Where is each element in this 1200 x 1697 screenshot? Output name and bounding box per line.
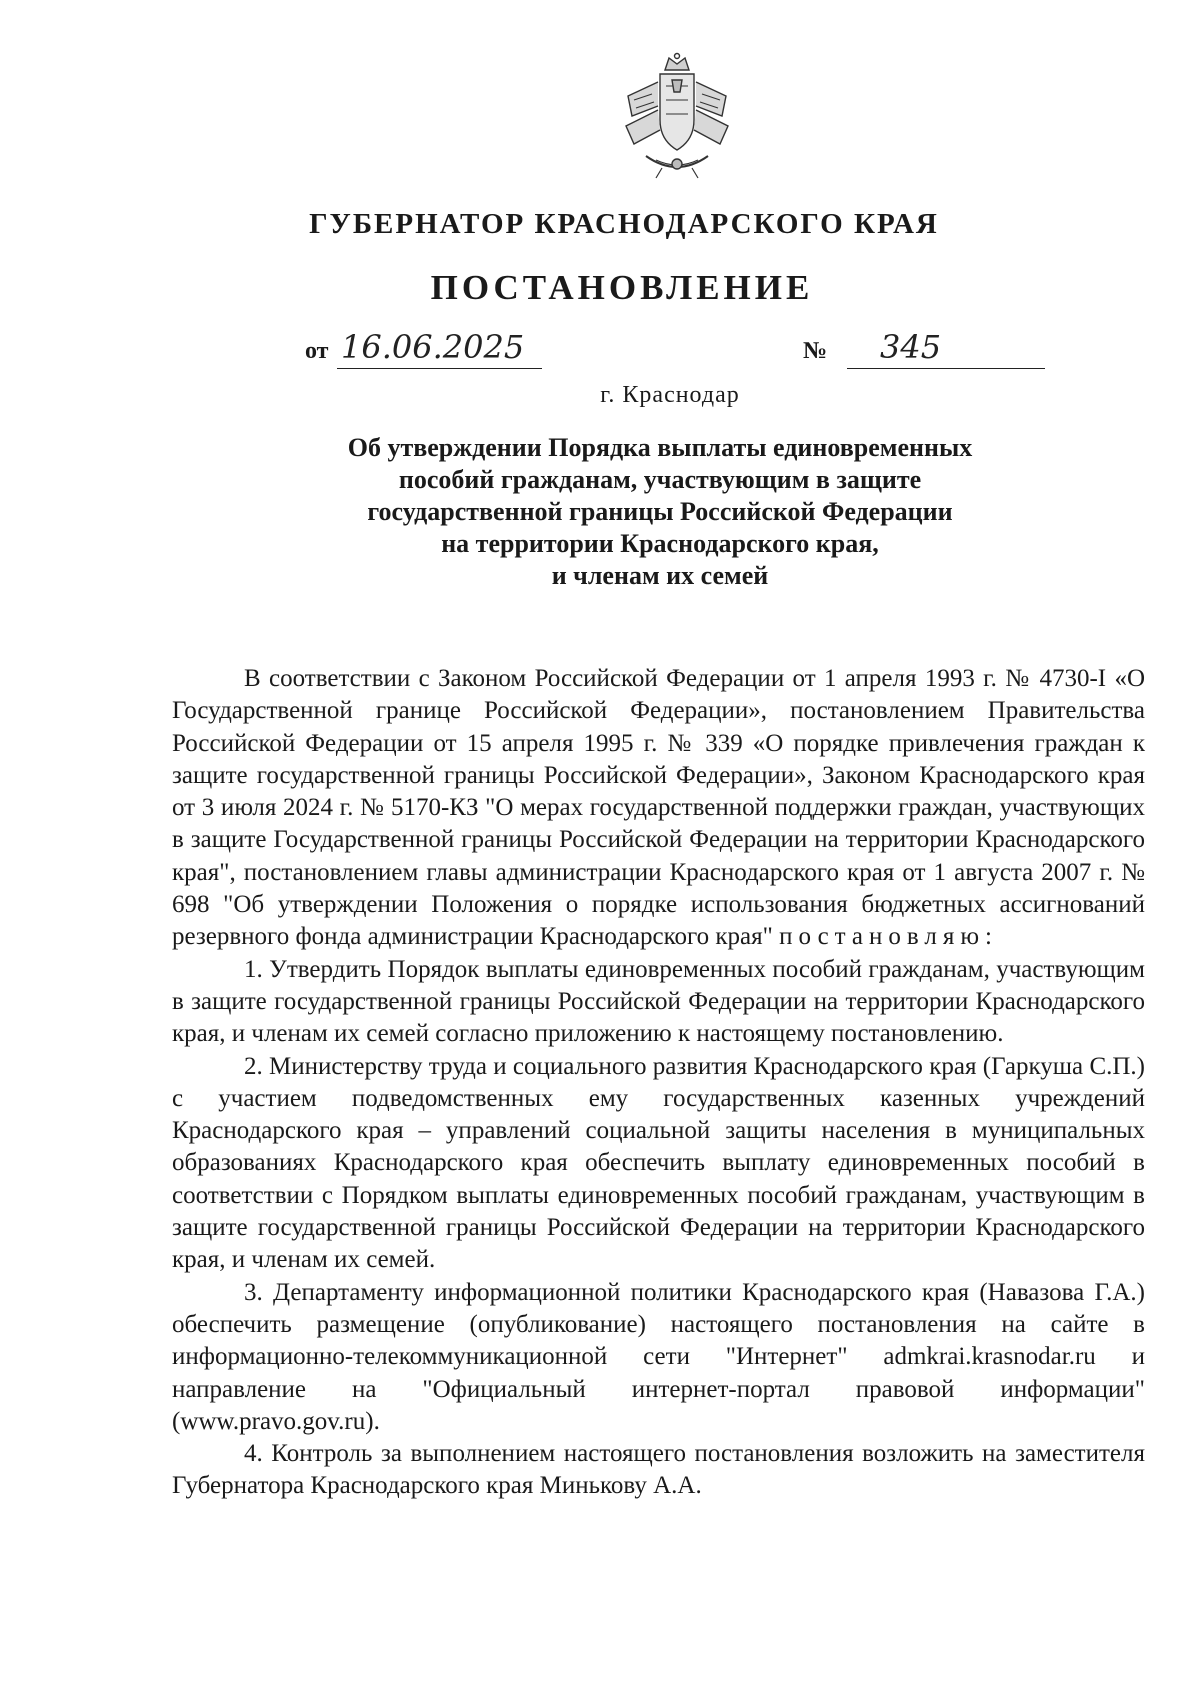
date-number-row: [305, 328, 1065, 378]
subject-line: Об утверждении Порядка выплаты единовременных: [347, 433, 973, 462]
date-underline: [337, 368, 542, 369]
number-prefix: №: [803, 338, 828, 364]
coat-of-arms-emblem: [622, 52, 732, 182]
document-type-title: ПОСТАНОВЛЕНИЕ: [430, 268, 814, 307]
number-underline: [847, 368, 1045, 369]
preamble-text: В соответствии с Законом Российской Федерации от 1 апреля 1993 г. № 4730-I «О Государственной границе Российской Федерации», постановлением Правительства Российской Федерации от 15 апреля 1995 г. № 339 «О порядке привлечения граждан к защите государственной границы Российской Федерации», Законом Краснодарского края от 3 июля 2024 г. № 5170-КЗ "О мерах государственной поддержки граждан, участвующих в защите Государственной границы Российской Федерации на территории Краснодарского края", постановлением главы администрации Краснодарского края от 1 августа 2007 г. № 698 "Об утверждении Положения о порядке использования бюджетных ассигнований резервного фонда администрации Краснодарского края": [172, 665, 1145, 951]
issuing-authority: ГУБЕРНАТОР КРАСНОДАРСКОГО КРАЯ: [309, 208, 939, 240]
date-prefix: от: [305, 338, 329, 364]
subject-line: пособий гражданам, участвующим в защите: [398, 465, 922, 494]
subject-line: и членам их семей: [551, 561, 769, 590]
document-date: 16.06.2025: [341, 328, 525, 366]
preamble-paragraph: [172, 663, 1145, 954]
document-body: [172, 663, 1145, 1503]
subject-line: на территории Краснодарского края,: [441, 529, 879, 558]
resolve-word: постановляю:: [779, 923, 998, 951]
body-item: 2. Министерству труда и социального развития Краснодарского края (Гаркуша С.П.) с участием подведомственных ему государственных казенных учреждений Краснодарского края – управлений социальной защиты населения в муниципальных образованиях Краснодарского края обеспечить выплату единовременных пособий в соответствии с Порядком выплаты единовременных пособий гражданам, участвующим в защите государственной границы Российской Федерации на территории Краснодарского края, и членам их семей.: [172, 1052, 1145, 1274]
body-item: 3. Департаменту информационной политики Краснодарского края (Навазова Г.А.) обеспечить размещение (опубликование) настоящего постановления на сайте в информационно-телекоммуникационной сети "Интернет" admkrai.krasnodar.ru и направление на "Официальный интернет-портал правовой информации" (www.pravo.gov.ru).: [172, 1278, 1145, 1435]
body-item: 4. Контроль за выполнением настоящего постановления возложить на заместителя Губернатора Краснодарского края Минькову А.А.: [172, 1440, 1145, 1500]
subject-line: государственной границы Российской Федерации: [367, 497, 953, 526]
city-name: г. Краснодар: [600, 382, 740, 408]
body-item: 1. Утвердить Порядок выплаты единовременных пособий гражданам, участвующим в защите государственной границы Российской Федерации на территории Краснодарского края, и членам их семей согласно приложению к настоящему постановлению.: [172, 955, 1145, 1048]
document-subject: [300, 432, 1020, 592]
document-number: 345: [880, 328, 942, 366]
